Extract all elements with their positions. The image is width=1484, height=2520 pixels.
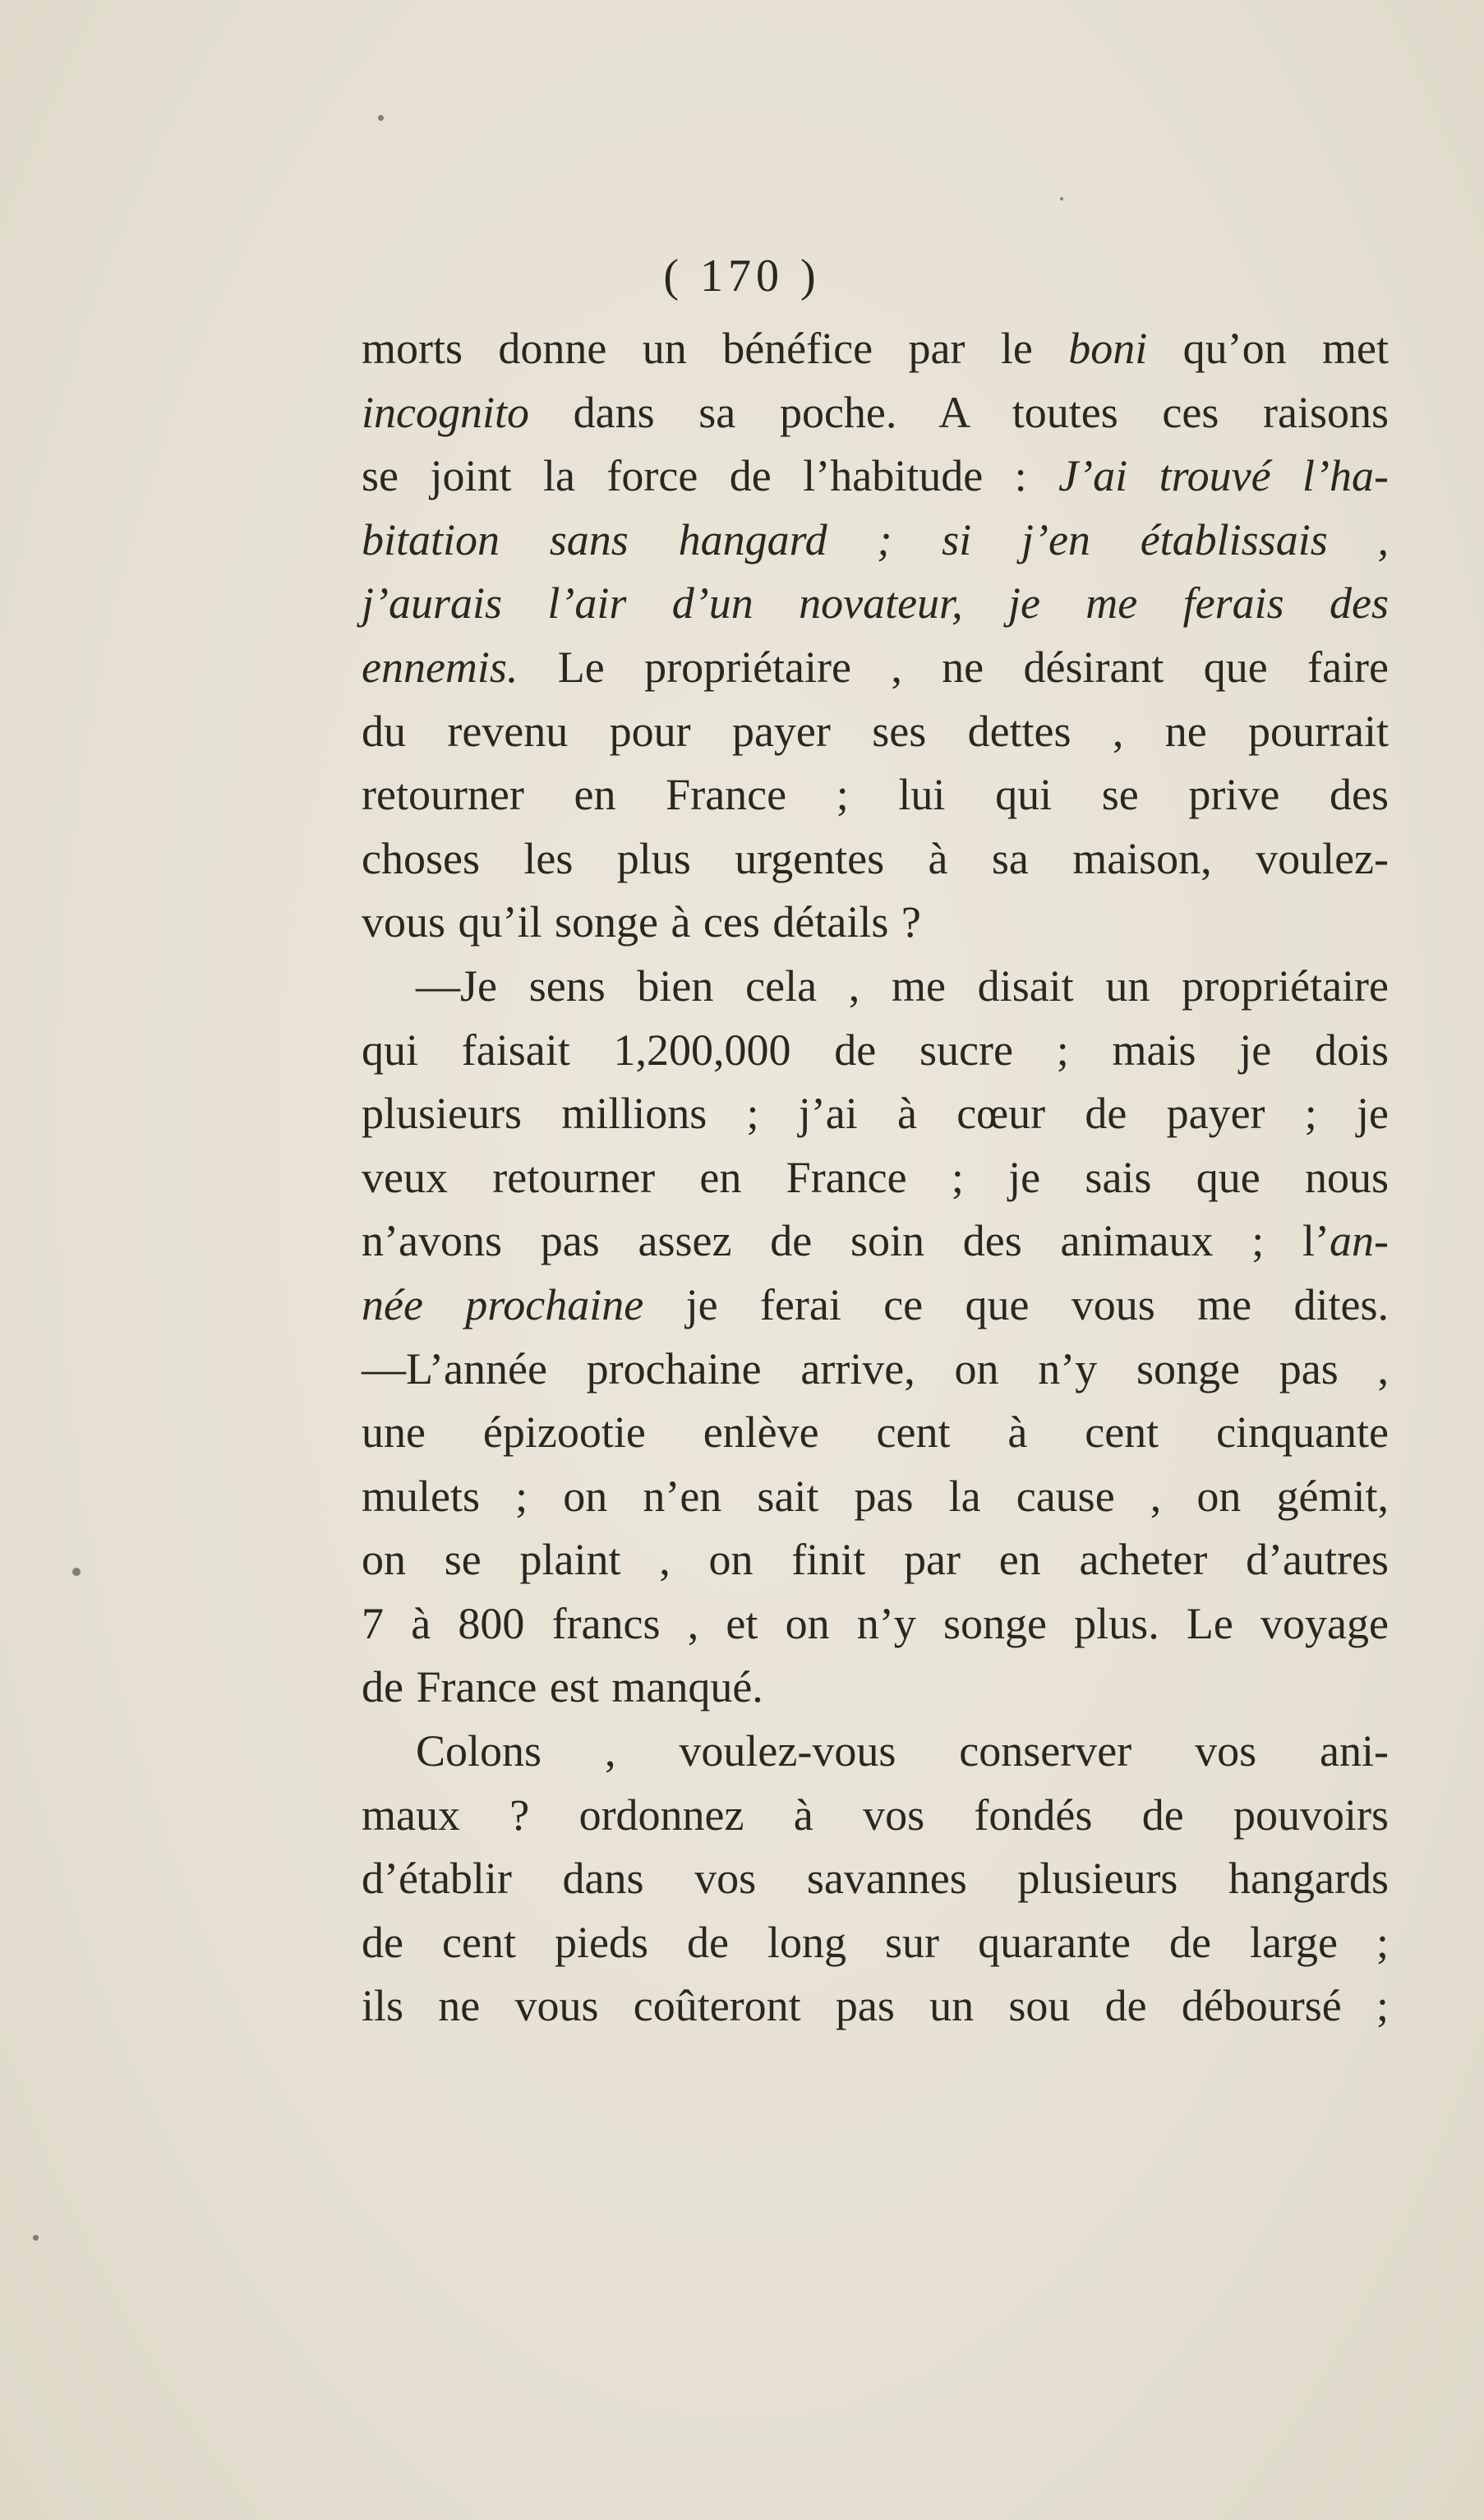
text-line xyxy=(362,572,1389,636)
paper-speck xyxy=(72,1568,81,1576)
text-run: —Je sens bien cela , me disait un propriétaire xyxy=(416,961,1389,1011)
text-line xyxy=(362,1401,1389,1465)
text-line xyxy=(362,763,1389,827)
text-line xyxy=(362,1338,1389,1402)
paper-speck xyxy=(1060,197,1063,200)
text-run: Colons , voulez-vous conserver vos ani- xyxy=(416,1726,1389,1776)
body-text xyxy=(362,317,1389,2039)
text-run: Le propriétaire , ne désirant que faire xyxy=(518,642,1389,692)
text-line xyxy=(362,1720,1389,1784)
text-run: retourner en France ; lui qui se prive des xyxy=(362,770,1389,820)
text-line xyxy=(362,1656,1389,1720)
text-line xyxy=(362,1911,1389,1975)
text-line xyxy=(362,1082,1389,1146)
paper-speck xyxy=(378,115,384,121)
italic-text: J’ai trouvé l’ha- xyxy=(1058,451,1389,501)
italic-text: née prochaine xyxy=(362,1279,644,1329)
italic-text: an- xyxy=(1330,1216,1389,1266)
text-run: maux ? ordonnez à vos fondés de pouvoirs xyxy=(362,1790,1389,1840)
text-run: dans sa poche. A toutes ces raisons xyxy=(528,387,1389,437)
text-run: n’avons pas assez de soin des animaux ; l’ xyxy=(362,1216,1330,1266)
text-line xyxy=(362,1209,1389,1274)
text-line xyxy=(362,1528,1389,1592)
italic-text: j’aurais l’air d’un novateur, je me ferais des xyxy=(362,578,1389,629)
text-line xyxy=(362,445,1389,509)
text-line xyxy=(362,317,1389,381)
text-run: d’établir dans vos savannes plusieurs hangards xyxy=(362,1854,1389,1904)
text-run: de cent pieds de long sur quarante de large ; xyxy=(362,1917,1389,1967)
italic-text: ennemis. xyxy=(362,642,518,692)
text-line xyxy=(362,1465,1389,1529)
text-line xyxy=(362,1146,1389,1210)
text-run: on se plaint , on finit par en acheter d’autres xyxy=(362,1535,1389,1585)
paper-speck xyxy=(33,2235,39,2241)
text-run: 7 à 800 francs , et on n’y songe plus. Le voyage xyxy=(362,1598,1389,1648)
text-line xyxy=(362,1274,1389,1338)
text-line xyxy=(362,1592,1389,1656)
text-line xyxy=(362,381,1389,445)
text-run: qui faisait 1,200,000 de sucre ; mais je dois xyxy=(362,1025,1389,1075)
text-line xyxy=(362,1784,1389,1848)
text-line xyxy=(362,1974,1389,2039)
text-run: mulets ; on n’en sait pas la cause , on gémit, xyxy=(362,1471,1389,1521)
text-run: —L’année prochaine arrive, on n’y songe pas , xyxy=(362,1343,1389,1394)
text-run: je ferai ce que vous me dites. xyxy=(643,1279,1389,1329)
text-run: une épizootie enlève cent à cent cinquante xyxy=(362,1407,1389,1458)
text-run: vous qu’il songe à ces détails ? xyxy=(362,897,921,947)
text-line xyxy=(362,955,1389,1019)
text-run: qu’on met xyxy=(1147,324,1389,373)
text-line xyxy=(362,700,1389,764)
text-line xyxy=(362,827,1389,891)
page-number: ( 170 ) xyxy=(663,251,821,302)
text-run: de France est manqué. xyxy=(362,1662,763,1712)
text-run: se joint la force de l’habitude : xyxy=(362,451,1059,501)
text-line xyxy=(362,891,1389,955)
italic-text: incognito xyxy=(362,387,529,437)
text-run: du revenu pour payer ses dettes , ne pourrait xyxy=(362,706,1389,756)
text-run: choses les plus urgentes à sa maison, voulez- xyxy=(362,833,1389,883)
text-line xyxy=(362,636,1389,700)
text-line xyxy=(362,1847,1389,1911)
italic-text: bitation sans hangard ; si j’en établissais , xyxy=(362,514,1389,564)
text-run: morts donne un bénéfice par le xyxy=(362,324,1069,373)
text-run: ils ne vous coûteront pas un sou de déboursé ; xyxy=(362,1981,1389,2031)
text-line xyxy=(362,509,1389,573)
text-run: veux retourner en France ; je sais que nous xyxy=(362,1152,1389,1202)
text-run: plusieurs millions ; j’ai à cœur de payer ; je xyxy=(362,1089,1389,1139)
italic-text: boni xyxy=(1068,324,1148,373)
text-line xyxy=(362,1019,1389,1083)
